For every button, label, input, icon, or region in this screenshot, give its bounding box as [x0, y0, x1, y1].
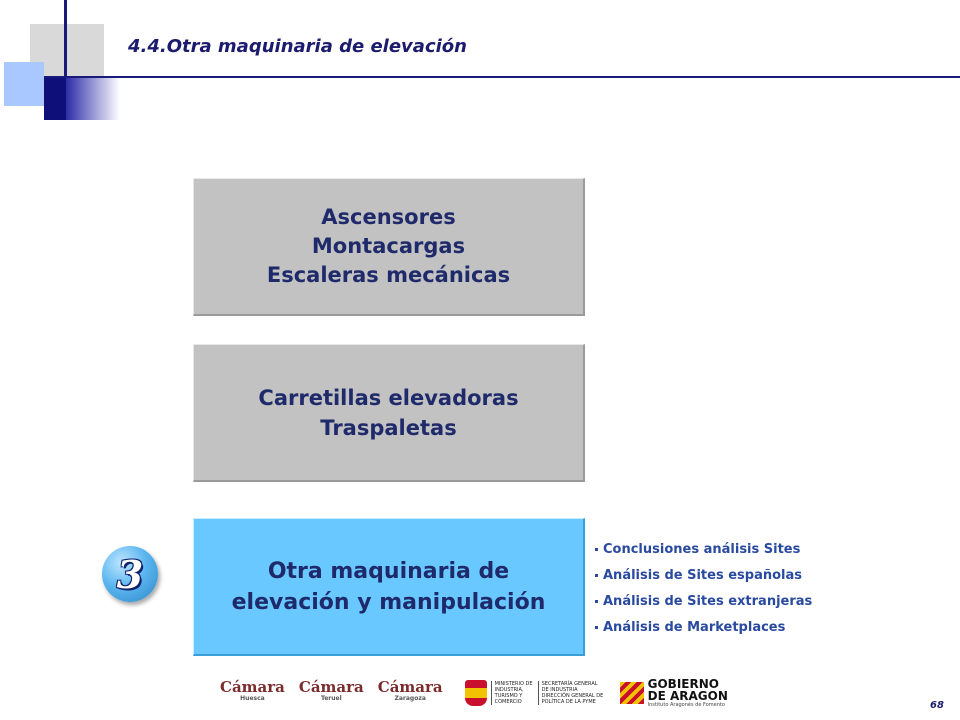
category-line: Montacargas — [311, 234, 466, 258]
category-line: Carretillas elevadoras — [258, 385, 519, 410]
category-line: elevación y manipulación — [231, 589, 546, 615]
subsection-label: Análisis de Sites extranjeras — [603, 593, 813, 609]
subsection-label: Análisis de Marketplaces — [603, 619, 786, 635]
subsection-item[interactable] — [595, 562, 812, 588]
camara-zaragoza-logo: Cámara Zaragoza — [377, 678, 443, 702]
category-box-elevators[interactable] — [193, 178, 585, 316]
subsection-label: Análisis de Sites españolas — [603, 567, 803, 583]
subsection-item[interactable] — [595, 614, 812, 640]
camara-huesca-logo: Cámara Huesca — [220, 678, 285, 702]
category-box-forklifts[interactable] — [193, 344, 585, 482]
numbered-circle-badge-icon — [102, 546, 158, 602]
spain-crest-icon — [465, 680, 487, 706]
page-number: 68 — [930, 700, 944, 711]
aragon-flag-icon — [620, 682, 644, 704]
bullet-square-icon — [595, 626, 598, 629]
corner-decoration-gradient — [66, 78, 120, 120]
category-line: Otra maquinaria de — [267, 558, 510, 584]
corner-decoration-navy — [44, 78, 66, 120]
subsection-item[interactable] — [595, 536, 812, 562]
subsection-list — [595, 536, 812, 640]
category-line: Escaleras mecánicas — [266, 263, 511, 287]
category-line: Ascensores — [321, 205, 456, 229]
ministerio-logo: MINISTERIO DE INDUSTRIA, TURISMO Y COMERCIO SECRETARÍA GENERAL DE INDUSTRIA DIRECCIÓN GENERAL DE POLÍTICA DE LA PYME — [465, 680, 606, 706]
camara-teruel-logo: Cámara Teruel — [298, 678, 364, 702]
bullet-square-icon — [595, 600, 598, 603]
bullet-square-icon — [595, 574, 598, 577]
category-line: Traspaletas — [320, 415, 457, 440]
header-divider-line — [44, 76, 960, 78]
category-box-other-machinery-active[interactable] — [193, 518, 585, 656]
subsection-item[interactable] — [595, 588, 812, 614]
subsection-label: Conclusiones análisis Sites — [603, 541, 801, 557]
corner-decoration-blue — [4, 62, 44, 106]
gobierno-aragon-logo: GOBIERNO DE ARAGON Instituto Aragonés de Fomento — [620, 678, 728, 708]
badge-number: 3 — [116, 551, 144, 597]
bullet-square-icon — [595, 548, 598, 551]
footer-sponsor-logos — [220, 676, 728, 710]
page-title: 4.4.Otra maquinaria de elevación — [128, 36, 467, 57]
